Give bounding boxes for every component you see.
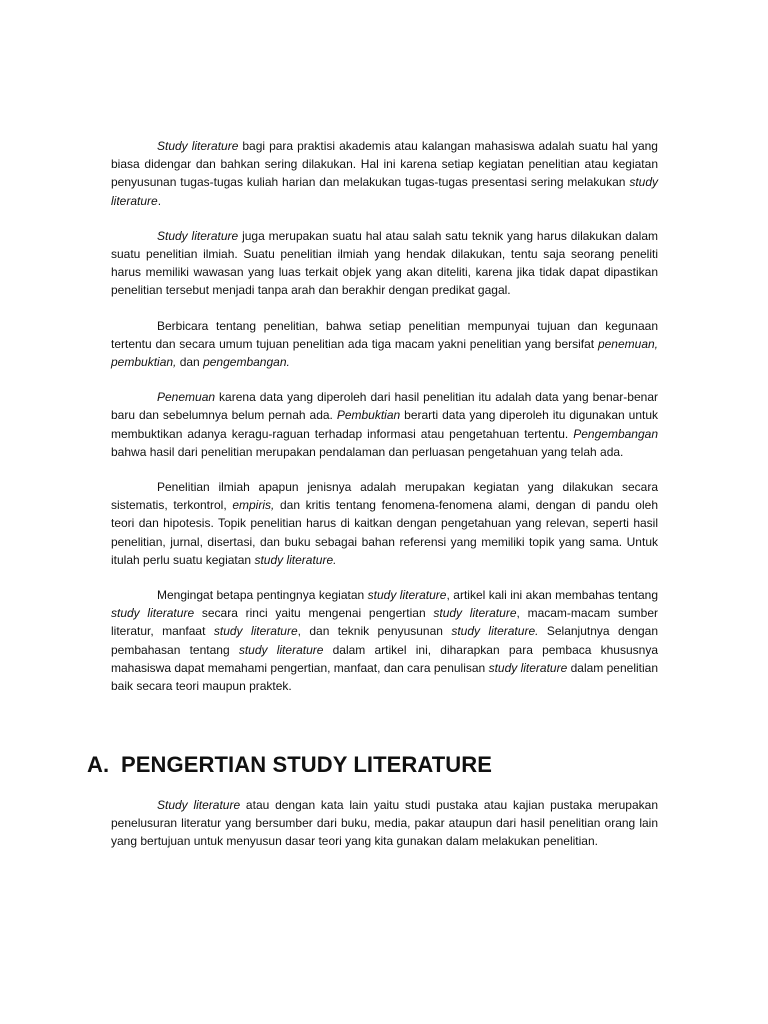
text-run: bagi para praktisi akademis atau kalangan mahasiswa adalah suatu hal yang biasa didengar dan bahkan sering dilakukan. Hal ini karena setiap kegiatan penelitian atau kegiatan penyusunan tugas-tugas kuliah harian dan melakukan tugas-tugas presentasi sering melakukan	[111, 139, 658, 190]
italic-term: study literature.	[254, 552, 337, 567]
intro-body	[111, 137, 658, 712]
text-run: dalam penelitian baik secara teori maupun praktek.	[111, 660, 658, 694]
italic-term: study literature	[213, 624, 298, 639]
text-run: Selanjutnya dengan pembahasan tentang	[111, 624, 659, 657]
paragraph-3	[111, 317, 658, 372]
text-run: , artikel kali ini akan membahas tentang	[446, 588, 658, 603]
paragraph-6	[111, 586, 658, 695]
text-run: bahwa hasil dari penelitian merupakan pendalaman dan perluasan pengetahuan yang telah ada.	[111, 444, 624, 459]
text-run: dan kritis tentang fenomena-fenomena alami, dengan di pandu oleh teori dan hipotesis. Topik penelitian harus di kaitkan dengan pengetahuan yang relevan, seperti hasil penelitian, jurnal, disertasi, dan buku sebagai bahan referensi yang memiliki topik yang sama. Untuk itulah perlu suatu kegiatan	[111, 498, 658, 567]
paragraph-2	[111, 227, 658, 300]
text-run: Berbicara tentang penelitian, bahwa setiap penelitian mempunyai tujuan dan kegunaan tertentu dan secara umum tujuan penelitian ada tiga macam yakni penelitian yang bersifat	[111, 318, 658, 351]
text-run: karena data yang diperoleh dari hasil penelitian itu adalah data yang benar-benar baru dan sebelumnya belum pernah ada.	[111, 390, 658, 423]
italic-term: study literature	[111, 606, 195, 621]
section-heading	[87, 750, 492, 780]
text-run: atau dengan kata lain yaitu studi pustaka atau kajian pustaka merupakan penelusuran literatur yang bersumber dari buku, media, pakar ataupun dari hasil penelitian orang lain yang bertujuan untuk menyusun dasar teori yang kita gunakan dalam melakukan penelitian.	[111, 798, 658, 849]
italic-term: study literature	[238, 642, 324, 657]
italic-term: Pembuktian	[336, 408, 401, 423]
text-run: .	[157, 193, 162, 208]
text-run: secara rinci yaitu mengenai pengertian	[194, 606, 434, 621]
text-run: berarti data yang diperoleh itu digunakan untuk membuktikan adanya keragu-raguan terhadap informasi atau pengetahuan tertentu.	[111, 408, 658, 441]
section-heading-text: PENGERTIAN STUDY LITERATURE	[121, 752, 493, 777]
section-heading-number: A.	[87, 752, 110, 777]
paragraph-4	[111, 388, 658, 461]
text-run: dan	[176, 355, 204, 370]
italic-term: Penemuan	[157, 390, 216, 405]
italic-term: empiris,	[232, 498, 275, 513]
italic-term: study literature	[367, 588, 447, 603]
text-run: juga merupakan suatu hal atau salah satu teknik yang harus dilakukan dalam suatu penelitian ilmiah. Suatu penelitian ilmiah yang hendak dilakukan, tentu saja seorang peneliti harus memiliki wawasan yang luas terkait objek yang akan diteliti, karena jika tidak dapat dipastikan penelitian tersebut menjadi tanpa arah dan berakhir dengan predikat gagal.	[111, 228, 658, 298]
paragraph-1	[111, 137, 658, 210]
paragraph-7	[111, 796, 658, 851]
italic-term: study literature	[433, 606, 517, 621]
text-run: dalam artikel ini, diharapkan para pembaca khususnya mahasiswa dapat memahami pengertian, manfaat, dan cara penulisan	[111, 642, 659, 675]
text-run: Mengingat betapa pentingnya kegiatan	[157, 588, 368, 603]
italic-term: penemuan, pembuktian,	[111, 336, 658, 370]
italic-term: Pengembangan	[573, 426, 658, 441]
paragraph-5	[111, 478, 658, 569]
text-run: , macam-macam sumber literatur, manfaat	[111, 606, 659, 639]
italic-term: study literature	[488, 660, 568, 675]
italic-term: pengembangan.	[203, 355, 290, 370]
text-run: , dan teknik penyusunan	[297, 624, 452, 639]
text-run: Penelitian ilmiah apapun jenisnya adalah merupakan kegiatan yang dilakukan secara sistematis, terkontrol,	[111, 480, 658, 513]
italic-term: study literature.	[451, 624, 539, 639]
italic-term: study literature	[111, 175, 658, 208]
italic-term: Study literature	[157, 139, 239, 153]
section-body	[111, 796, 658, 868]
italic-term: Study literature	[157, 798, 241, 812]
italic-term: Study literature	[157, 228, 239, 243]
